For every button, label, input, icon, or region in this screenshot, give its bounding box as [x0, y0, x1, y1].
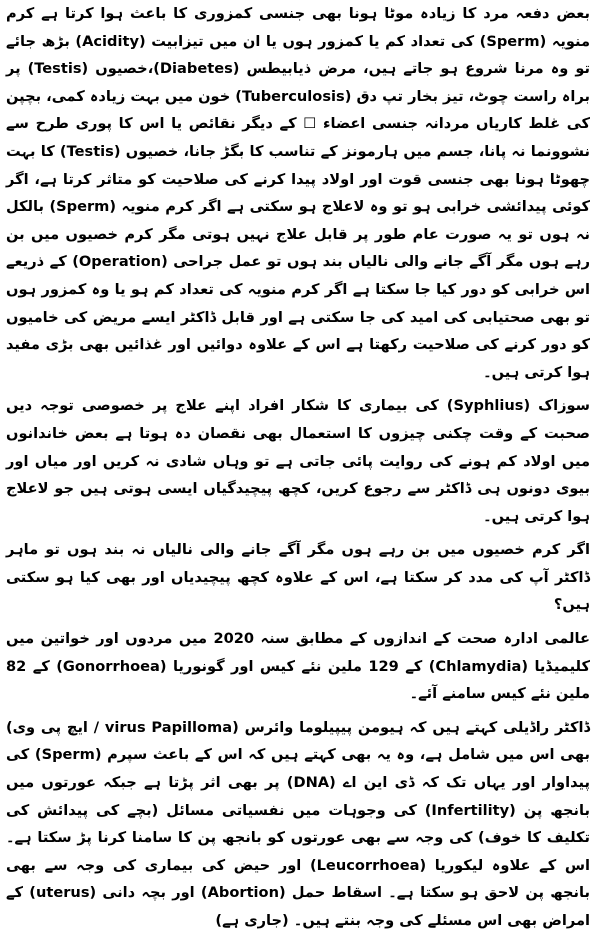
- paragraph-male-infertility-causes: بعض دفعہ مرد کا زیادہ موٹا ہونا بھی جنسی کمزوری کا باعث ہوا کرتا ہے کرم منویہ (Sperm) کی تعداد کم یا کمزور ہوں یا ان میں تیزابیت (Acidity) بڑھ جائے تو وہ مرنا شروع ہو جاتے ہیں، مرض ذیابیطس (Diabetes)،خصیوں (Testis) پر براہ راست چوٹ، تیز بخار تپ دق (Tuberculosis) خون میں بہت زیادہ کمی، بچپن کی غلط کاریاں مردانہ جنسی اعضاء ☐ کے دیگر نقائص یا اس کا پوری طرح سے نشوونما نہ پانا، جسم میں ہارمونز کے تناسب کا بگڑ جانا، خصیوں (Testis) کا بہت چھوٹا ہونا بھی جنسی قوت اور اولاد پیدا کرنے کی صلاحیت کو متاثر کرتا ہے، اگر کوئی پیدائشی خرابی ہو تو وہ لاعلاج ہو سکتی ہے اگر کرم منویہ (Sperm) بالکل نہ ہوں تو یہ صورت عام طور پر قابل علاج نہیں ہوتی مگر کرم خصیوں میں بن رہے ہوں مگر آگے جانے والی نالیاں بند ہوں تو عمل جراحی (Operation) کے ذریعے اس خرابی کو دور کیا جا سکتا ہے اگر کرم منویہ کی تعداد کم ہو یا وہ کمزور ہوں تو بھی صحتیابی کی امید کی جا سکتی ہے اور قابل ڈاکٹر ایسے مریض کی خامیوں کو دور کرنے کی صلاحیت رکھتا ہے اس کے علاوہ دوائیں اور غذائیں بھی بڑی مفید ہوا کرتی ہیں۔: [6, 5, 591, 381]
- paragraph-blocked-ducts: اگر کرم خصیوں میں بن رہے ہوں مگر آگے جانے والی نالیاں نہ بند ہوں تو ماہر ڈاکٹر آپ کی مدد کر سکتا ہے، اس کے علاوہ کچھ پیچیدیاں اور بھی کیا ہو سکتی ہیں؟: [6, 541, 590, 614]
- paragraph-hpv-female-infertility: ڈاکٹر راڈیلی کہتے ہیں کہ ہیومن پیپیلوما وائرس (virus Papilloma / ایچ پی وی) بھی اس میں شامل ہے، وہ یہ بھی کہتے ہیں کہ اس کے باعث سپرم (Sperm) کی پیداوار اور یہاں تک کہ ڈی این اے (DNA) پر بھی اثر پڑتا ہے جبکہ عورتوں میں بانجھ پن (Infertility) کی وجوہات میں نفسیاتی مسائل (بچے کی پیدائش کی تکلیف کا خوف) کی وجہ سے بھی عورتوں کو بانجھ پن کا سامنا کرنا پڑ سکتا ہے۔ اس کے علاوہ لیکوریا (Leucorrhoea) اور حیض کی بیماری کی وجہ سے بھی بانجھ پن لاحق ہو سکتا ہے۔ اسقاط حمل (Abortion) اور بچہ دانی (uterus) کے امراض بھی اس مسئلے کی وجہ بنتے ہیں۔ (جاری ہے): [6, 718, 591, 929]
- paragraph-who-statistics: عالمی ادارہ صحت کے اندازوں کے مطابق سنہ 2020 میں مردوں اور خواتین میں کلیمیڈیا (Chlamydia) کے 129 ملین نئے کیس اور گونوریا (Gonorrhoea) کے 82 ملین نئے کیس سامنے آئے۔: [6, 630, 590, 703]
- paragraph-syphilis-advice: سوزاک (Syphlius) کی بیماری کا شکار افراد اپنے علاج پر خصوصی توجہ دیں صحبت کے وقت چکنی چیزوں کا استعمال بھی نقصان دہ ہوتا ہے بعض خاندانوں میں اولاد کم ہونے کی روایت پائی جاتی ہے تو وہاں شادی نہ کریں اور میاں اور بیوی دونوں ہی ڈاکٹر سے رجوع کریں، کچھ پیچیدگیاں ایسی ہوتی ہیں جو لاعلاج ہوا کرتی ہیں۔: [6, 397, 590, 525]
